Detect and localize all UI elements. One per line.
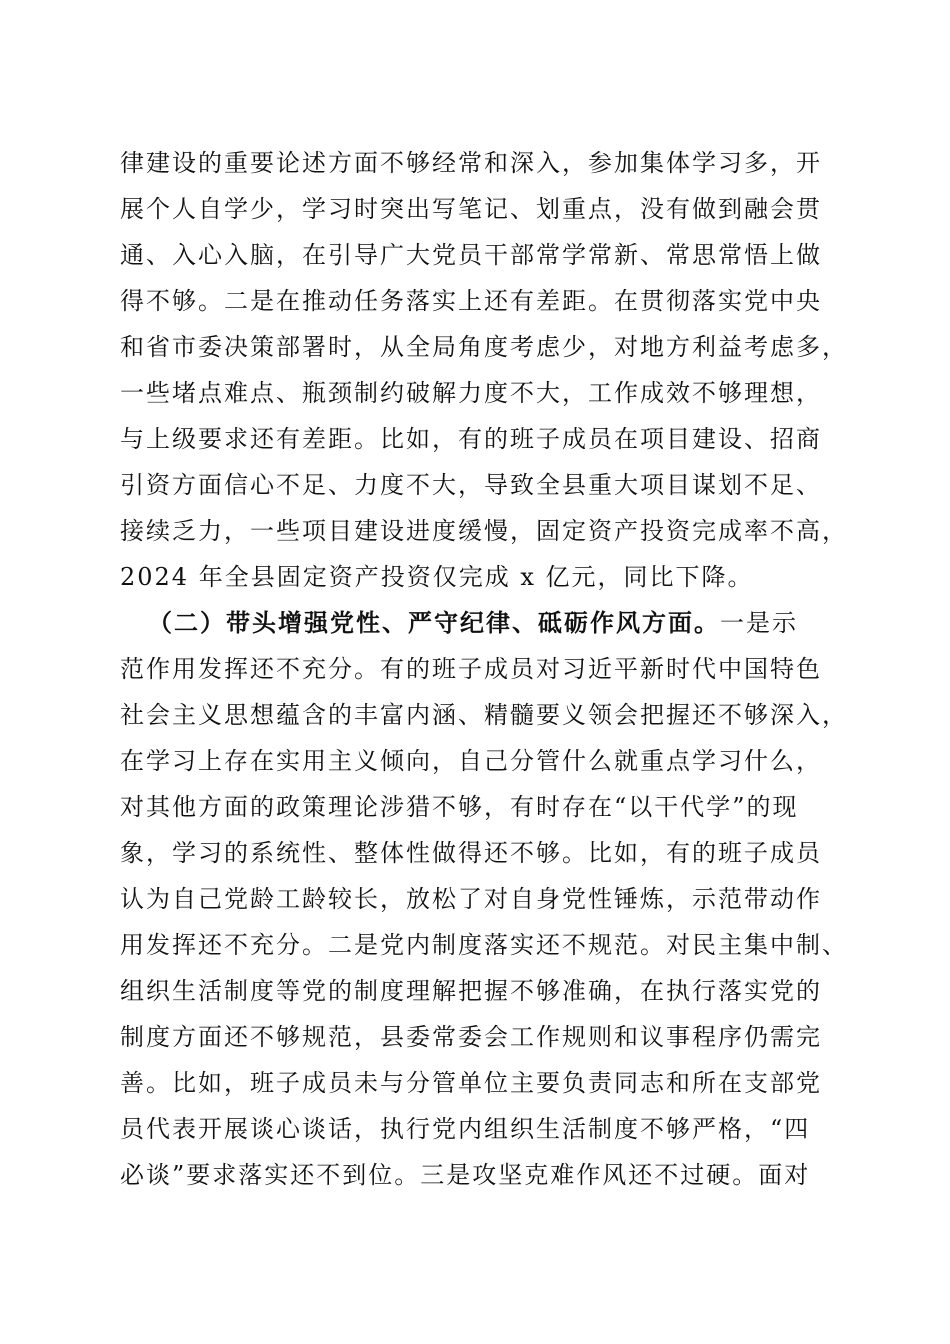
text-line: 2024 年全县固定资产投资仅完成 x 亿元，同比下降。	[120, 563, 754, 591]
text-line: 在学习上存在实用主义倾向，自己分管什么就重点学习什么，	[120, 747, 822, 775]
text-line: 一些堵点难点、瓶颈制约破解力度不大，工作成效不够理想，	[120, 379, 822, 407]
text-line: 社会主义思想蕴含的丰富内涵、精髓要义领会把握还不够深入，	[120, 701, 848, 729]
section-heading: （二）带头增强党性、严守纪律、砥砺作风方面。	[148, 608, 720, 637]
text-line: 引资方面信心不足、力度不大，导致全县重大项目谋划不足、	[120, 471, 822, 499]
text-line: 与上级要求还有差距。比如，有的班子成员在项目建设、招商	[120, 425, 822, 453]
text-line: 范作用发挥还不充分。有的班子成员对习近平新时代中国特色	[120, 655, 822, 683]
document-body	[120, 140, 848, 1198]
text-line: 通、入心入脑，在引导广大党员干部常学常新、常思常悟上做	[120, 241, 822, 269]
text-line: 象，学习的系统性、整体性做得还不够。比如，有的班子成员	[120, 839, 822, 867]
text-line: 和省市委决策部署时，从全局角度考虑少，对地方利益考虑多，	[120, 333, 848, 361]
text-line: 对其他方面的政策理论涉猎不够，有时存在“以干代学”的现	[120, 793, 799, 821]
text-line: 展个人自学少，学习时突出写笔记、划重点，没有做到融会贯	[120, 195, 822, 223]
text-line: 必谈”要求落实还不到位。三是攻坚克难作风还不过硬。面对	[120, 1161, 811, 1189]
text-line: 组织生活制度等党的制度理解把握不够准确，在执行落实党的	[120, 977, 822, 1005]
text-line: 用发挥还不充分。二是党内制度落实还不规范。对民主集中制、	[120, 931, 848, 959]
text-line: 员代表开展谈心谈话，执行党内组织生活制度不够严格，“四	[120, 1115, 811, 1143]
heading-line-rest: 一是示	[720, 609, 798, 637]
text-line: 善。比如，班子成员未与分管单位主要负责同志和所在支部党	[120, 1069, 822, 1097]
section-heading-line	[120, 600, 840, 646]
text-line: 得不够。二是在推动任务落实上还有差距。在贯彻落实党中央	[120, 287, 822, 315]
text-line: 律建设的重要论述方面不够经常和深入，参加集体学习多，开	[120, 149, 822, 177]
text-line: 接续乏力，一些项目建设进度缓慢，固定资产投资完成率不高，	[120, 517, 848, 545]
text-line: 认为自己党龄工龄较长，放松了对自身党性锤炼，示范带动作	[120, 885, 822, 913]
text-line: 制度方面还不够规范，县委常委会工作规则和议事程序仍需完	[120, 1023, 822, 1051]
